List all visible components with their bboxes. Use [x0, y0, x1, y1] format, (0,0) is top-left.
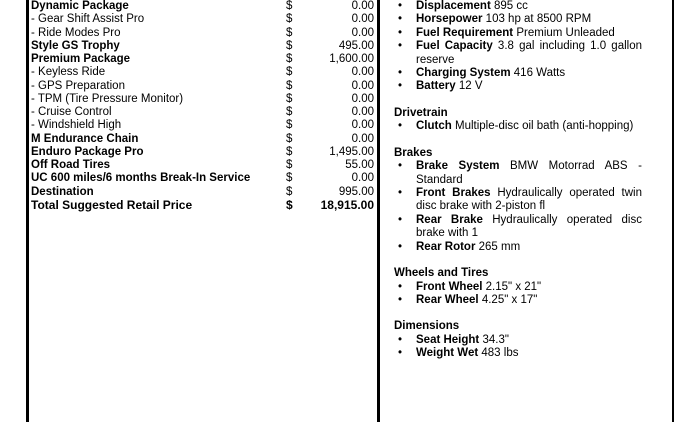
price-currency: $	[286, 145, 293, 158]
price-row	[31, 13, 377, 26]
bullet-icon: •	[398, 347, 403, 360]
column-divider	[377, 0, 380, 422]
spec-key: Fuel Capacity	[416, 40, 493, 53]
price-label: - Ride Modes Pro	[31, 26, 121, 39]
brakes-spec-list	[394, 160, 642, 254]
spec-item	[394, 80, 642, 93]
price-list	[31, 0, 377, 212]
spec-key: Rear Wheel	[416, 294, 479, 306]
spec-value: 265 mm	[478, 240, 521, 253]
spec-item	[394, 347, 642, 360]
price-row	[31, 80, 377, 93]
specifications	[394, 0, 642, 361]
spec-key: Brake System	[416, 160, 500, 173]
price-row	[31, 53, 377, 66]
dimensions-title: Dimensions	[394, 320, 460, 333]
price-amount: 0.00	[351, 172, 374, 185]
wheels-spec-list	[394, 281, 642, 308]
bullet-icon: •	[398, 120, 403, 133]
price-currency: $	[286, 66, 293, 79]
price-currency: $	[286, 172, 293, 185]
spec-item	[394, 13, 642, 26]
price-currency: $	[286, 0, 293, 12]
price-currency: $	[286, 79, 293, 92]
spec-key: Fuel Requirement	[416, 26, 514, 39]
price-label: Destination	[31, 185, 94, 198]
spec-item	[394, 294, 642, 307]
price-row	[31, 199, 377, 212]
spec-item	[394, 281, 642, 294]
spec-item	[394, 40, 642, 67]
spec-item	[394, 334, 642, 347]
spec-value: 483 lbs	[481, 347, 519, 360]
price-row	[31, 0, 377, 13]
spec-item	[394, 187, 642, 214]
price-amount: 0.00	[351, 79, 374, 92]
price-amount: 1,495.00	[329, 145, 374, 158]
price-row	[31, 146, 377, 159]
spec-key: Charging System	[416, 67, 511, 80]
spec-key: Battery	[416, 80, 456, 93]
price-amount: 495.00	[338, 39, 374, 52]
price-label: - Gear Shift Assist Pro	[31, 13, 145, 26]
spec-item	[394, 27, 642, 40]
price-amount: 55.00	[345, 159, 374, 171]
price-currency: $	[286, 119, 293, 132]
brakes-title: Brakes	[394, 146, 433, 159]
price-row	[31, 106, 377, 119]
spec-key: Front Brakes	[416, 187, 491, 200]
spec-item	[394, 241, 642, 254]
price-amount: 0.00	[351, 66, 374, 79]
price-label: Off Road Tires	[31, 159, 111, 171]
spec-item	[394, 120, 642, 133]
price-currency: $	[286, 197, 293, 212]
price-label: - Keyless Ride	[31, 66, 106, 79]
bullet-icon: •	[398, 40, 403, 53]
price-currency: $	[286, 159, 293, 171]
wheels-title: Wheels and Tires	[394, 267, 489, 280]
spec-value: Premium Unleaded	[516, 26, 615, 39]
price-row	[31, 159, 377, 172]
price-label: - TPM (Tire Pressure Monitor)	[31, 92, 184, 105]
bullet-icon: •	[398, 187, 403, 200]
bullet-icon: •	[398, 280, 403, 293]
bullet-icon: •	[398, 333, 403, 346]
price-row	[31, 172, 377, 185]
dimensions-spec-list	[394, 334, 642, 361]
spec-key: Rear Rotor	[416, 240, 476, 253]
bullet-icon: •	[398, 213, 403, 226]
price-amount: 0.00	[351, 92, 374, 105]
price-label: - Cruise Control	[31, 106, 112, 118]
price-label: Premium Package	[31, 53, 131, 65]
price-row	[31, 93, 377, 106]
spec-value: Hydraulically operated twin disc brake with 2-piston fl	[416, 187, 642, 213]
spec-item	[394, 0, 642, 13]
bullet-icon: •	[398, 0, 403, 12]
spec-value: 416 Watts	[513, 67, 566, 80]
spec-key: Horsepower	[416, 13, 483, 26]
price-label: UC 600 miles/6 months Break-In Service	[31, 172, 251, 185]
price-currency: $	[286, 39, 293, 52]
price-currency: $	[286, 13, 293, 26]
bullet-icon: •	[398, 26, 403, 39]
price-amount: 995.00	[338, 185, 374, 198]
spec-value: 895 cc	[493, 0, 528, 12]
spec-value: 2.15" x 21"	[485, 280, 542, 293]
spec-key: Front Wheel	[416, 280, 483, 293]
right-border	[672, 0, 674, 422]
spec-key: Seat Height	[416, 333, 480, 346]
engine-spec-list	[394, 0, 642, 94]
price-row	[31, 27, 377, 40]
price-currency: $	[286, 26, 293, 39]
price-amount: 0.00	[351, 132, 374, 145]
price-currency: $	[286, 92, 293, 105]
bullet-icon: •	[398, 67, 403, 80]
bullet-icon: •	[398, 160, 403, 173]
bullet-icon: •	[398, 80, 403, 93]
price-amount: 0.00	[351, 119, 374, 132]
spec-value: BMW Motorrad ABS - Standard	[416, 160, 642, 186]
price-amount: 1,600.00	[329, 53, 374, 65]
price-amount: 0.00	[351, 13, 374, 26]
spec-value: Multiple-disc oil bath (anti-hopping)	[454, 120, 634, 133]
spec-item	[394, 214, 642, 241]
price-currency: $	[286, 106, 293, 118]
spec-key: Weight Wet	[416, 347, 479, 360]
price-label: Dynamic Package	[31, 0, 129, 12]
spec-key: Rear Brake	[416, 213, 483, 226]
bullet-icon: •	[398, 240, 403, 253]
bullet-icon: •	[398, 13, 403, 26]
price-row	[31, 66, 377, 79]
price-amount: 0.00	[351, 106, 374, 118]
price-row	[31, 186, 377, 199]
bullet-icon: •	[398, 294, 403, 306]
price-row	[31, 133, 377, 146]
price-row	[31, 119, 377, 132]
spec-key: Clutch	[416, 120, 452, 133]
price-label: Style GS Trophy	[31, 39, 120, 52]
drivetrain-title: Drivetrain	[394, 106, 448, 119]
price-currency: $	[286, 53, 293, 65]
price-amount: 0.00	[351, 26, 374, 39]
price-label: - Windshield High	[31, 119, 122, 132]
spec-value: 3.8 gal including 1.0 gallon reserve	[416, 40, 642, 66]
spec-value: 4.25" x 17"	[481, 294, 538, 306]
price-currency: $	[286, 185, 293, 198]
price-currency: $	[286, 132, 293, 145]
price-label: Enduro Package Pro	[31, 145, 144, 158]
spec-item	[394, 160, 642, 187]
left-border	[26, 0, 29, 422]
spec-item	[394, 67, 642, 80]
price-label: Total Suggested Retail Price	[31, 197, 193, 212]
spec-value: 103 hp at 8500 RPM	[485, 13, 592, 26]
price-amount: 0.00	[351, 0, 374, 12]
spec-value: 12 V	[458, 80, 483, 93]
spec-value: Hydraulically operated disc brake with 1	[416, 213, 642, 240]
price-label: M Endurance Chain	[31, 132, 139, 145]
price-label: - GPS Preparation	[31, 79, 125, 92]
spec-key: Displacement	[416, 0, 491, 12]
price-row	[31, 40, 377, 53]
spec-value: 34.3"	[482, 333, 509, 346]
price-amount: 18,915.00	[320, 197, 374, 212]
drivetrain-spec-list	[394, 120, 642, 133]
